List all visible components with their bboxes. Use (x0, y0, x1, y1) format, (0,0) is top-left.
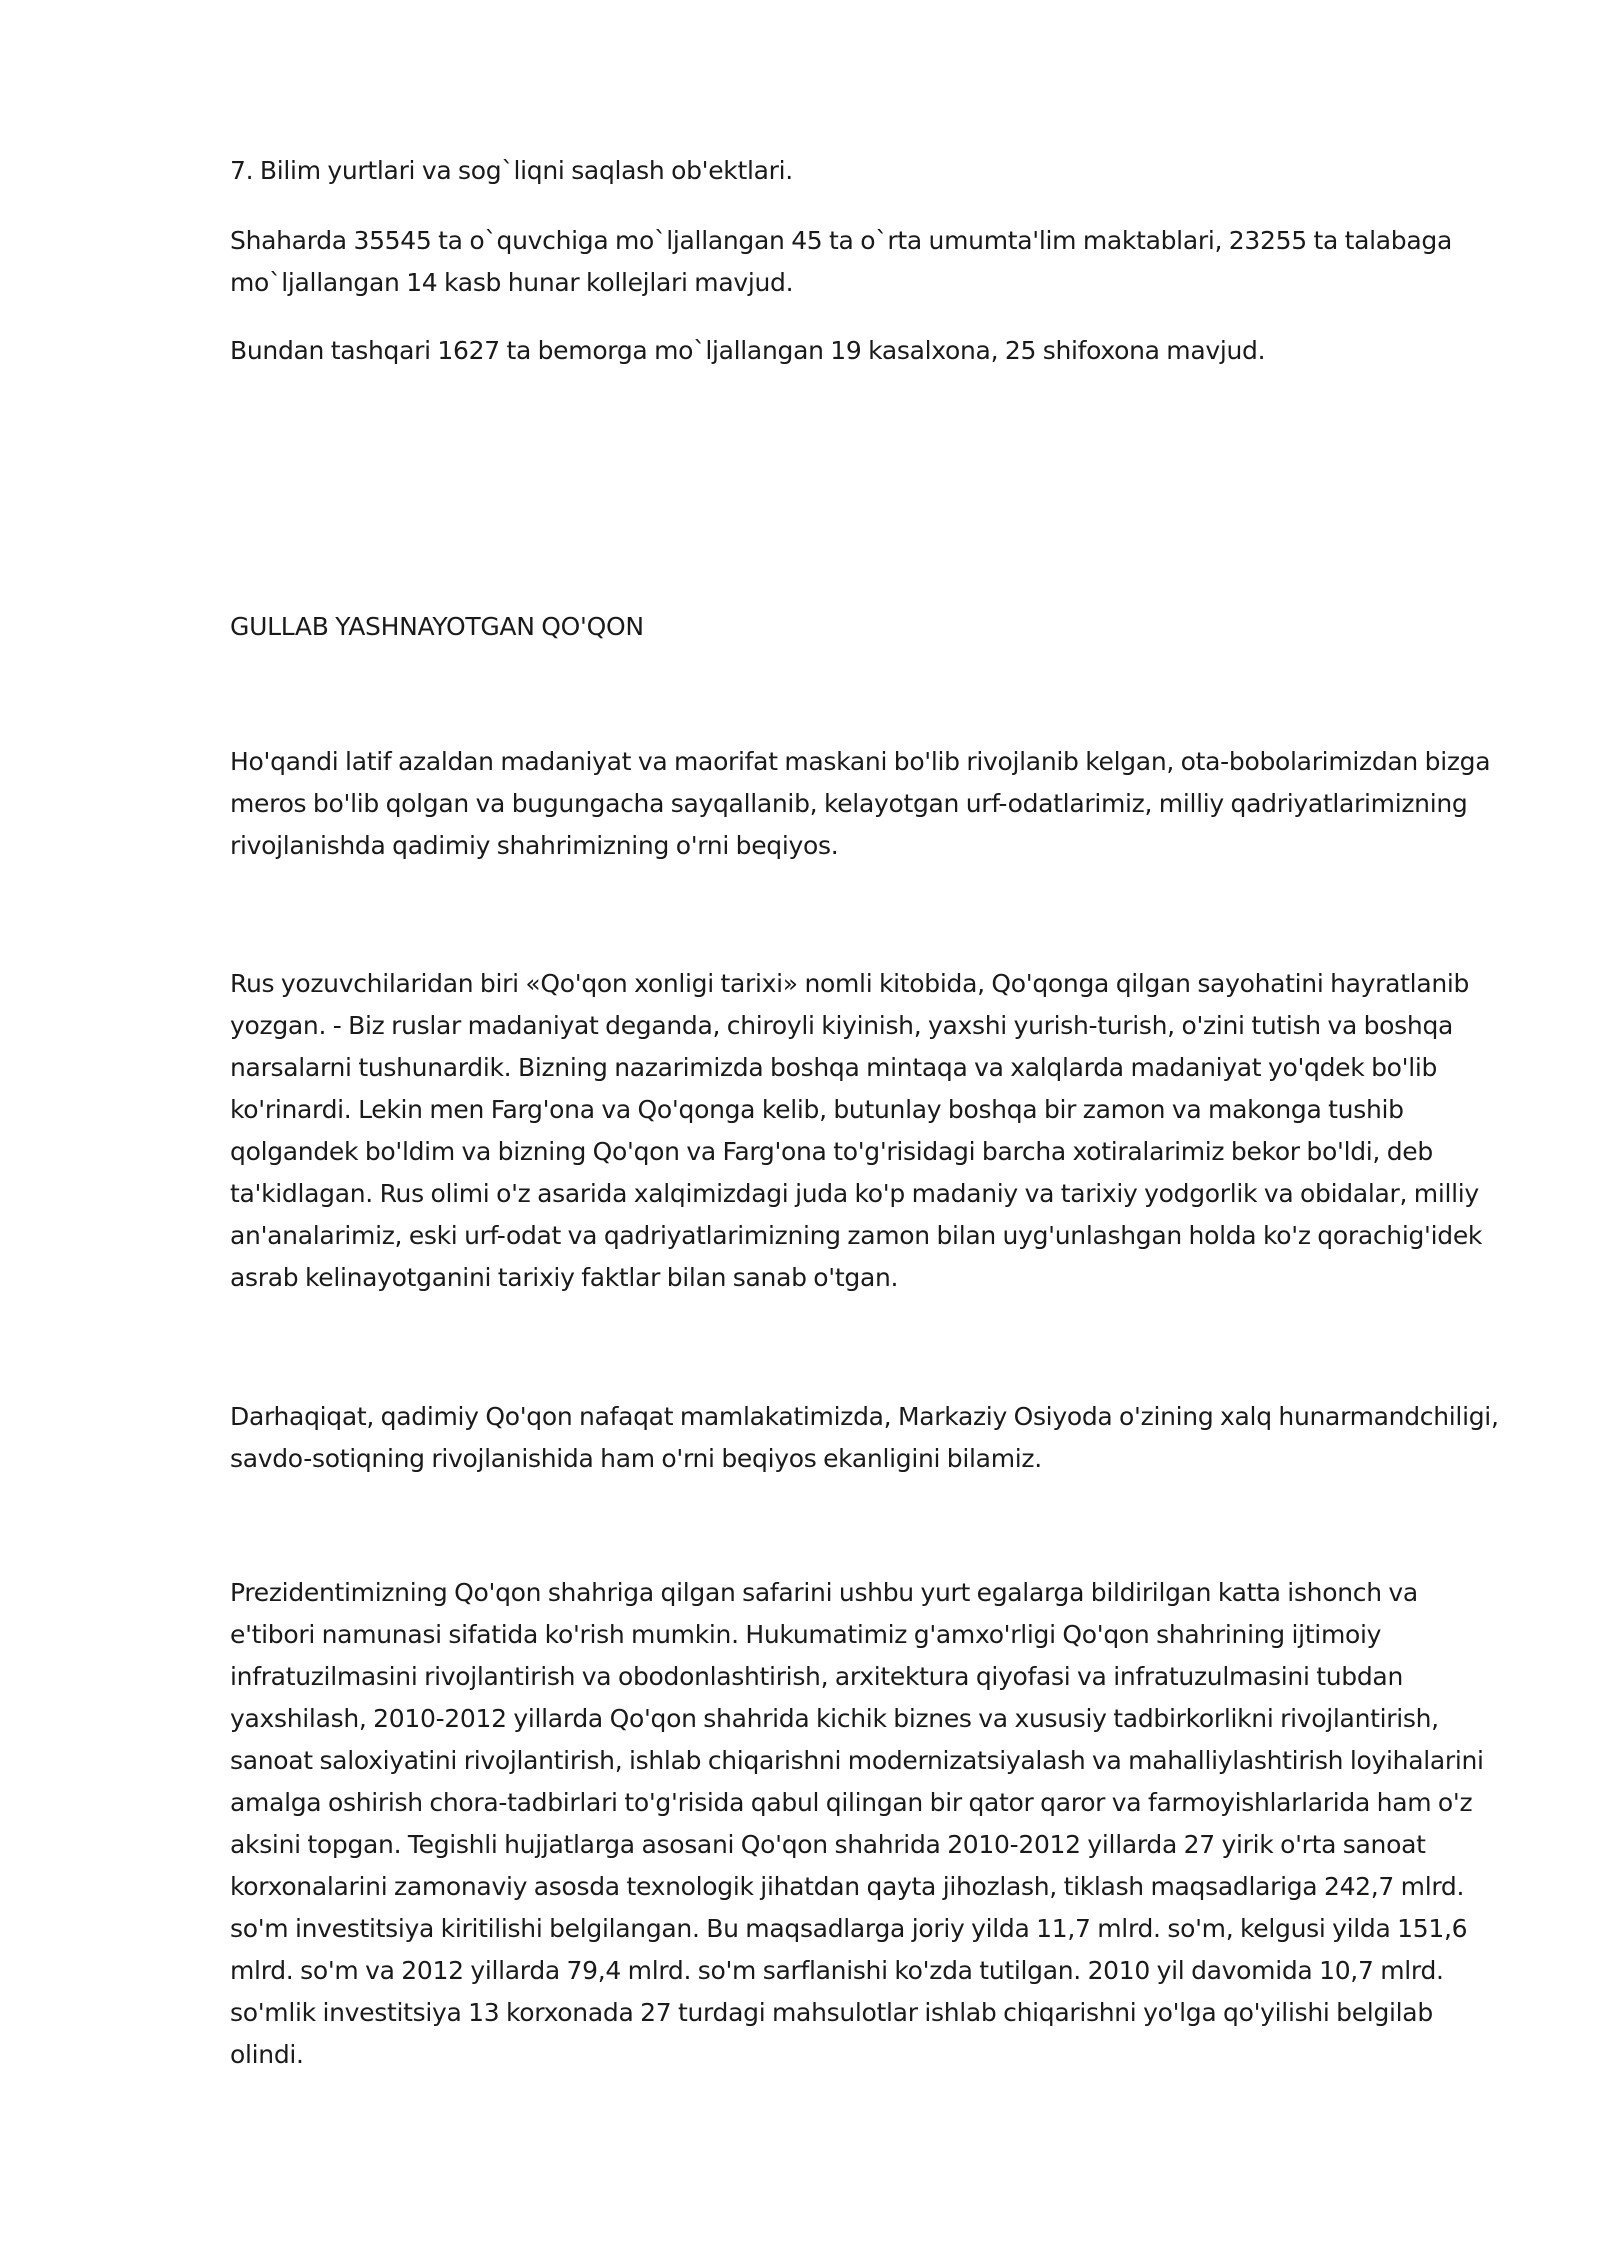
intro-paragraph: Bundan tashqari 1627 ta bemorga mo`ljallangan 19 kasalxona, 25 shifoxona mavjud. (230, 336, 1266, 365)
article-title: GULLAB YASHNAYOTGAN QO'QON (230, 612, 644, 641)
body-paragraph: Darhaqiqat, qadimiy Qo'qon nafaqat mamlakatimizda, Markaziy Osiyoda o'zining xalq hunarmandchiligi, savdo-sotiqning rivojlanishida ham o'rni beqiyos ekanligini bilamiz. (230, 1402, 1499, 1473)
body-paragraph: Ho'qandi latif azaldan madaniyat va maorifat maskani bo'lib rivojlanib kelgan, ota-bobolarimizdan bizga meros bo'lib qolgan va bugungacha sayqallanib, kelayotgan urf-odatlarimiz, milliy qadriyatlarimizning rivojlanishda qadimiy shahrimizning o'rni beqiyos. (230, 747, 1491, 860)
intro-paragraph: Shaharda 35545 ta o`quvchiga mo`ljallangan 45 ta o`rta umumta'lim maktablari, 23255 ta talabaga mo`ljallangan 14 kasb hunar kollejlari mavjud. (230, 226, 1452, 297)
body-paragraph: Rus yozuvchilaridan biri «Qo'qon xonligi tarixi» nomli kitobida, Qo'qonga qilgan sayohatini hayratlanib yozgan. - Biz ruslar madaniyat deganda, chiroyli kiyinish, yaxshi yurish-turish, o'zini tutish va boshqa narsalarni tushunardik. Bizning nazarimizda boshqa mintaqa va xalqlarda madaniyat yo'qdek bo'lib ko'rinardi. Lekin men Farg'ona va Qo'qonga kelib, butunlay boshqa bir zamon va makonga tushib qolgandek bo'ldim va bizning Qo'qon va Farg'ona to'g'risidagi barcha xotiralarimiz bekor bo'ldi, deb ta'kidlagan. Rus olimi o'z asarida xalqimizdagi juda ko'p madaniy va tarixiy yodgorlik va obidalar, milliy an'analarimiz, eski urf-odat va qadriyatlarimizning zamon bilan uyg'unlashgan holda ko'z qorachig'idek asrab kelinayotganini tarixiy faktlar bilan sanab o'tgan. (230, 969, 1483, 1292)
section-heading: 7. Bilim yurtlari va sog`liqni saqlash ob'ektlari. (230, 156, 793, 185)
body-paragraph: Prezidentimizning Qo'qon shahriga qilgan safarini ushbu yurt egalarga bildirilgan katta ishonch va e'tibori namunasi sifatida ko'rish mumkin. Hukumatimiz g'amxo'rligi Qo'qon shahrining ijtimoiy infratuzilmasini rivojlantirish va obodonlashtirish, arxitektura qiyofasi va infratuzulmasini tubdan yaxshilash, 2010-2012 yillarda Qo'qon shahrida kichik biznes va xususiy tadbirkorlikni rivojlantirish, sanoat saloxiyatini rivojlantirish, ishlab chiqarishni modernizatsiyalash va mahalliylashtirish loyihalarini amalga oshirish chora-tadbirlari to'g'risida qabul qilingan bir qator qaror va farmoyishlarlarida ham o'z aksini topgan. Tegishli hujjatlarga asosani Qo'qon shahrida 2010-2012 yillarda 27 yirik o'rta sanoat korxonalarini zamonaviy asosda texnologik jihatdan qayta jihozlash, tiklash maqsadlariga 242,7 mlrd. so'm investitsiya kiritilishi belgilangan. Bu maqsadlarga joriy yilda 11,7 mlrd. so'm, kelgusi yilda 151,6 mlrd. so'm va 2012 yillarda 79,4 mlrd. so'm sarflanishi ko'zda tutilgan. 2010 yil davomida 10,7 mlrd. so'mlik investitsiya 13 korxonada 27 turdagi mahsulotlar ishlab chiqarishni yo'lga qo'yilishi belgilab olindi. (230, 1578, 1484, 2069)
